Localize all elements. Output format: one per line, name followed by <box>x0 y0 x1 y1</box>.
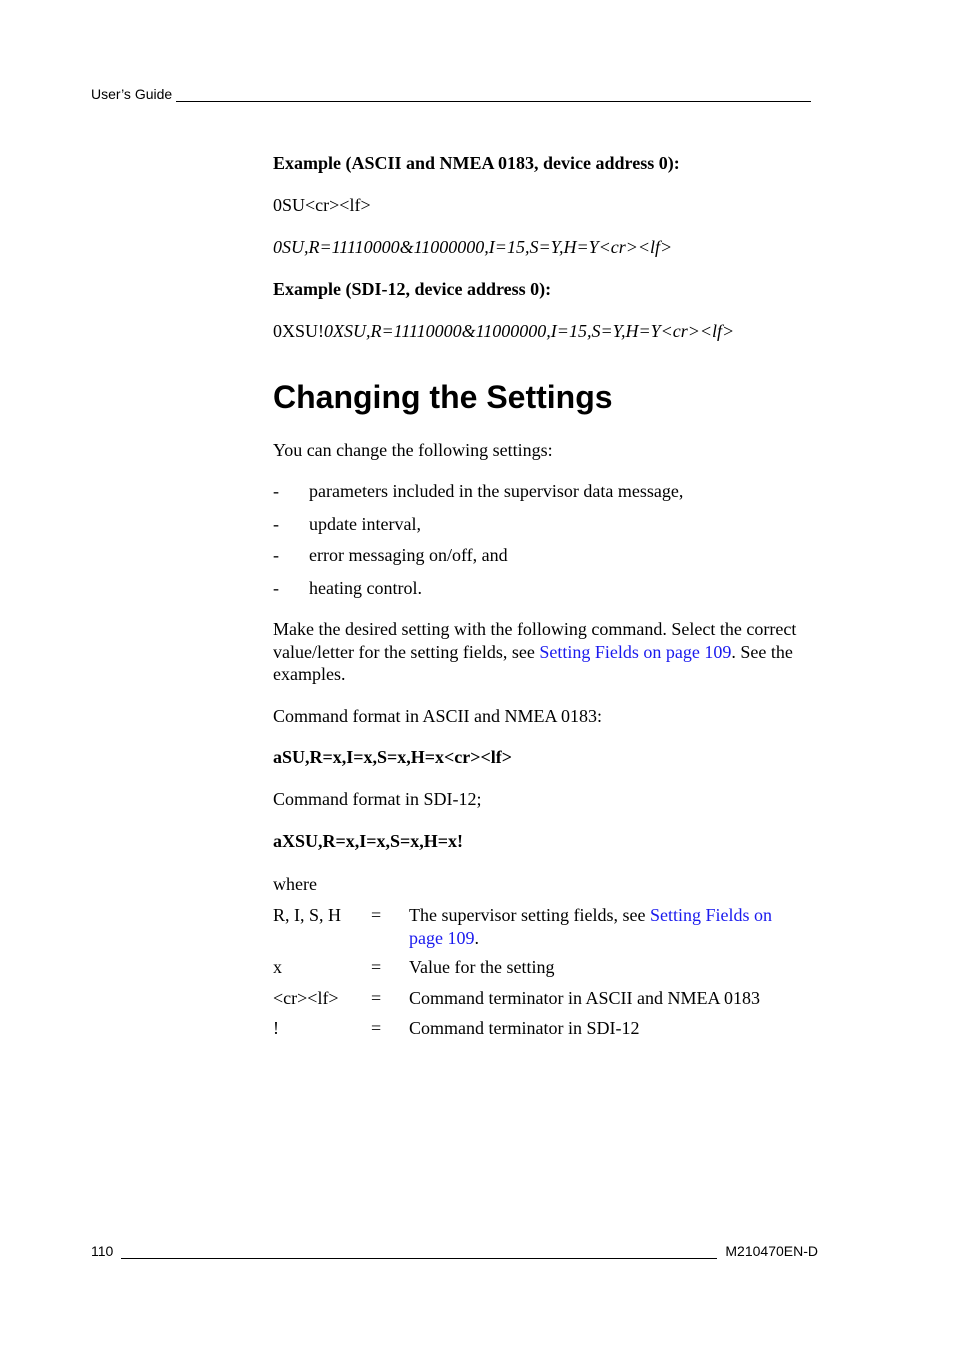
page-footer <box>91 1243 818 1259</box>
definition-term: ! <box>273 1018 279 1038</box>
where-label: where <box>273 874 317 894</box>
definition-term: x <box>273 957 282 977</box>
format-sdi-label: Command format in SDI-12; <box>273 789 482 809</box>
header-rule <box>176 88 811 102</box>
setting-fields-link[interactable]: Setting Fields on page 109 <box>539 641 732 662</box>
bullet-text: error messaging on/off, and <box>309 545 508 565</box>
doc-code: M210470EN-D <box>725 1243 818 1259</box>
section-title: Changing the Settings <box>273 379 613 415</box>
page-number: 110 <box>91 1243 114 1259</box>
definition-desc: Command terminator in SDI-12 <box>409 1018 640 1038</box>
example-sdi-response: 0XSU,R=11110000&11000000,I=15,S=Y,H=Y<cr><lf> <box>324 321 735 341</box>
definition-term: <cr><lf> <box>273 988 339 1008</box>
format-ascii-label: Command format in ASCII and NMEA 0183: <box>273 706 602 726</box>
bullet-marker: - <box>273 578 279 598</box>
bullet-marker: - <box>273 481 279 501</box>
bullet-text: heating control. <box>309 578 422 598</box>
example-ascii-heading: Example (ASCII and NMEA 0183, device address 0): <box>273 153 680 173</box>
definition-equals: = <box>371 988 382 1008</box>
format-ascii-command: aSU,R=x,I=x,S=x,H=x<cr><lf> <box>273 747 513 767</box>
example-ascii-response: 0SU,R=11110000&11000000,I=15,S=Y,H=Y<cr><lf> <box>273 237 673 257</box>
definition-desc: Value for the setting <box>409 957 555 977</box>
instruction-paragraph <box>273 618 813 686</box>
section-intro: You can change the following settings: <box>273 440 553 460</box>
definition-equals: = <box>371 905 382 925</box>
bullet-marker: - <box>273 514 279 534</box>
example-ascii-command: 0SU<cr><lf> <box>273 195 371 215</box>
definition-desc: Command terminator in ASCII and NMEA 0183 <box>409 988 760 1008</box>
setting-fields-link[interactable]: Setting Fields on page 109 <box>409 905 772 948</box>
definition-desc-text: The supervisor setting fields, see <box>409 905 650 925</box>
bullet-text: update interval, <box>309 514 421 534</box>
definition-term: R, I, S, H <box>273 905 342 925</box>
format-sdi-command: aXSU,R=x,I=x,S=x,H=x! <box>273 831 464 851</box>
definition-desc-end: . <box>474 927 479 948</box>
footer-rule <box>121 1244 717 1259</box>
example-sdi-heading: Example (SDI-12, device address 0): <box>273 279 552 299</box>
definition-equals: = <box>371 1018 382 1038</box>
definition-equals: = <box>371 957 382 977</box>
bullet-text: parameters included in the supervisor data message, <box>309 481 684 501</box>
example-sdi-line <box>273 320 818 343</box>
header-title: User’s Guide <box>91 86 173 102</box>
definition-desc <box>409 904 809 949</box>
instruction-text: Make the desired setting with the following command. Select the correct value/letter for the setting fields, see <box>273 619 797 662</box>
bullet-marker: - <box>273 545 279 565</box>
example-sdi-command: 0XSU! <box>273 321 325 341</box>
instruction-text-end: . See the examples. <box>273 641 793 684</box>
page-header <box>91 86 811 102</box>
